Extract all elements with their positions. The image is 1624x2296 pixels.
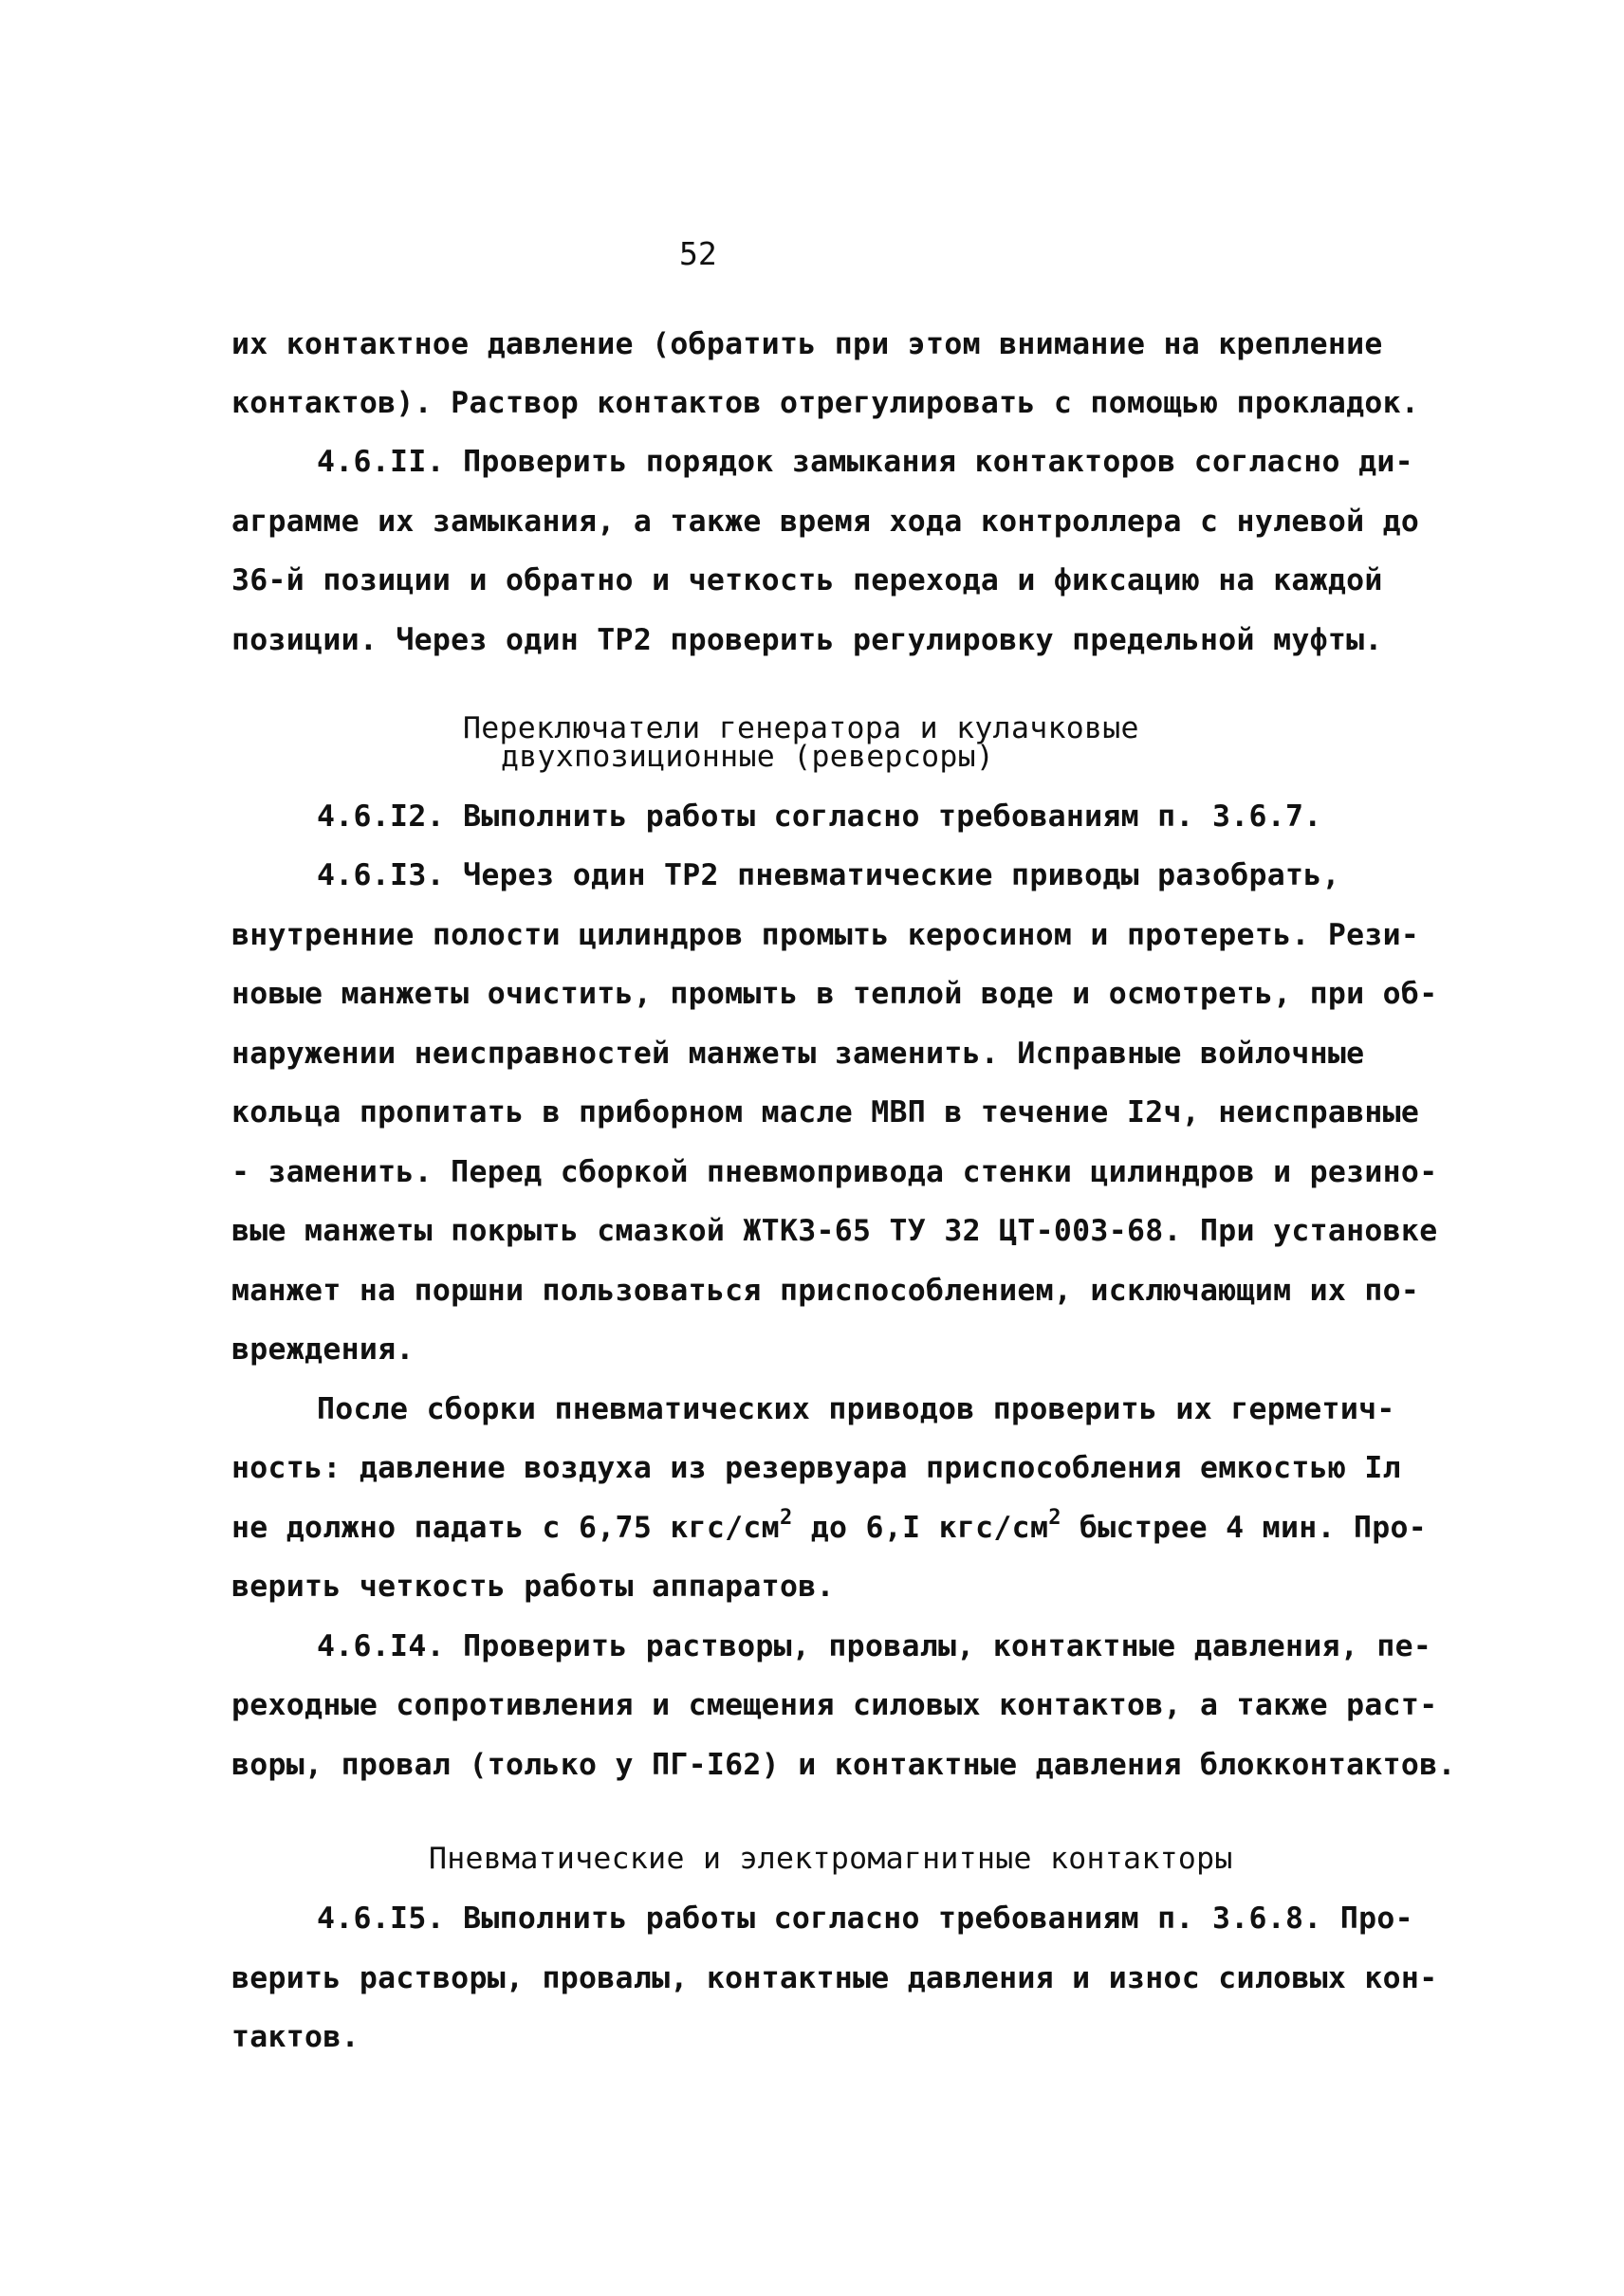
text-line: их контактное давление (обратить при этом внимание на крепление: [231, 327, 1383, 361]
text-segment: быстрее 4 мин. Про-: [1061, 1511, 1428, 1545]
text-line: - заменить. Перед сборкой пневмопривода стенки цилиндров и резино-: [231, 1155, 1438, 1189]
text-line: контактов). Раствор контактов отрегулировать с помощью прокладок.: [231, 386, 1420, 420]
text-line: манжет на поршни пользоваться приспособлением, исключающим их по-: [231, 1274, 1420, 1308]
text-line: аграмме их замыкания, а также время хода контроллера с нулевой до: [231, 505, 1420, 539]
text-line: кольца пропитать в приборном масле МВП в течение I2ч, неисправные: [231, 1095, 1420, 1130]
paragraph-4-6-13: 4.6.I3. Через один ТР2 пневматические приводы разобрать,: [317, 858, 1340, 892]
superscript: 2: [1048, 1506, 1061, 1530]
paragraph-4-6-15: 4.6.I5. Выполнить работы согласно требованиям п. 3.6.8. Про-: [317, 1901, 1413, 1936]
text-line: наружении неисправностей манжеты заменить. Исправные войлочные: [231, 1037, 1365, 1071]
superscript: 2: [779, 1506, 793, 1530]
paragraph-4-6-14: 4.6.I4. Проверить растворы, провалы, контактные давления, пе-: [317, 1629, 1432, 1663]
text-line: вреждения.: [231, 1332, 415, 1367]
text-line: реходные сопротивления и смещения силовых контактов, а также раст-: [231, 1688, 1438, 1722]
paragraph-4-6-11: 4.6.II. Проверить порядок замыкания контакторов согласно ди-: [317, 445, 1413, 479]
section-heading-reversers: Переключатели генератора и кулачковые: [463, 711, 1139, 745]
text-line: 36-й позиции и обратно и четкость перехода и фиксацию на каждой: [231, 563, 1383, 597]
text-line: вые манжеты покрыть смазкой ЖТКЗ-65 ТУ 32 ЦТ-003-68. При установке: [231, 1214, 1438, 1248]
text-line: воры, провал (только у ПГ-I62) и контактные давления блокконтактов.: [231, 1748, 1456, 1782]
text-line: ность: давление воздуха из резервуара приспособления емкостью Iл: [231, 1451, 1401, 1485]
text-line: тактов.: [231, 2020, 360, 2054]
paragraph-4-6-12: 4.6.I2. Выполнить работы согласно требованиям п. 3.6.7.: [317, 799, 1322, 834]
text-line: позиции. Через один ТР2 проверить регулировку предельной муфты.: [231, 623, 1383, 657]
text-line: верить четкость работы аппаратов.: [231, 1570, 835, 1604]
text-line-pressure: [231, 1506, 1428, 1547]
text-segment: до 6,I кгс/см: [792, 1511, 1049, 1545]
page-number: 52: [679, 235, 717, 272]
section-heading-contactors: Пневматические и электромагнитные контакторы: [429, 1842, 1233, 1876]
text-segment: не должно падать с 6,75 кгс/см: [231, 1511, 780, 1545]
paragraph-after-assembly: После сборки пневматических приводов проверить их герметич-: [317, 1392, 1395, 1426]
text-line: новые манжеты очистить, промыть в теплой воде и осмотреть, при об-: [231, 977, 1438, 1011]
text-line: внутренние полости цилиндров промыть керосином и протереть. Рези-: [231, 918, 1420, 952]
section-heading-reversers-line2: двухпозиционные (реверсоры): [501, 740, 995, 774]
text-line: верить растворы, провалы, контактные давления и износ силовых кон-: [231, 1961, 1438, 1995]
